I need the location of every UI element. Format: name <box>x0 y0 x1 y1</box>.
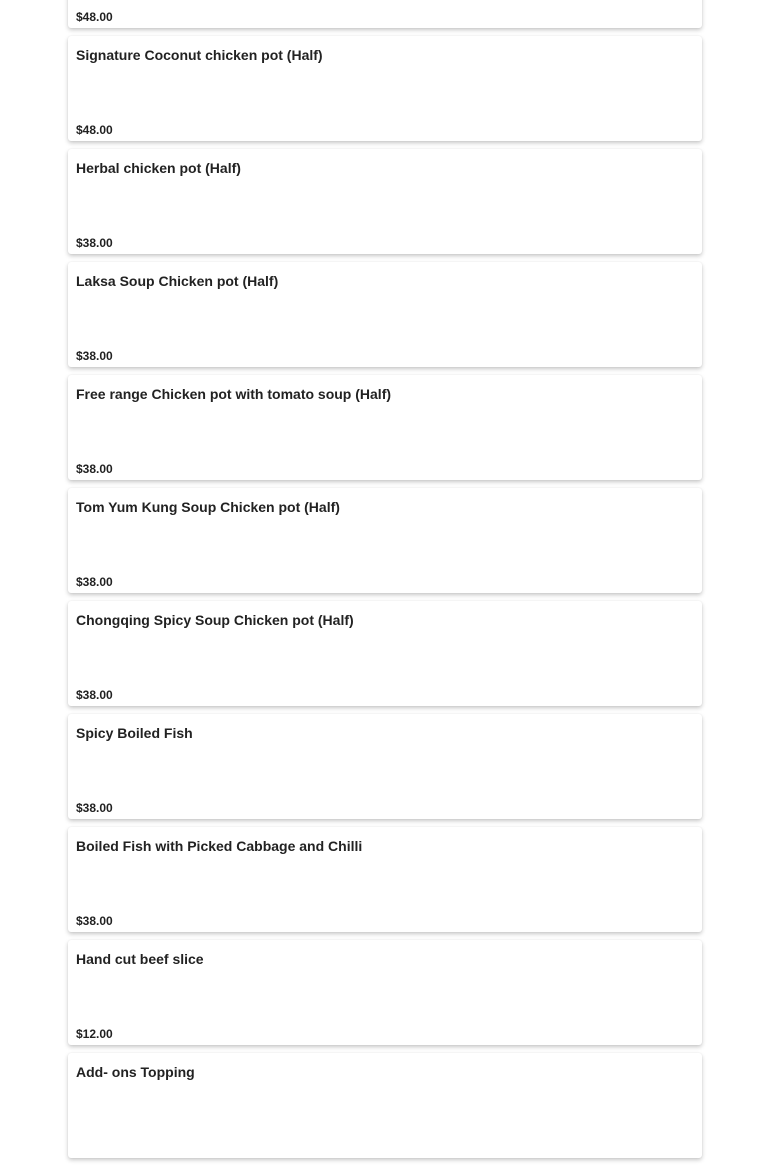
menu-item-price: $38.00 <box>76 914 113 928</box>
menu-item-price: $48.00 <box>76 123 113 137</box>
menu-item-name: Free range Chicken pot with tomato soup (Half) <box>76 386 392 402</box>
menu-item-price: $38.00 <box>76 801 113 815</box>
menu-item-list <box>68 0 702 1166</box>
menu-item-card[interactable] <box>68 940 702 1045</box>
menu-item-price: $38.00 <box>76 349 113 363</box>
menu-item-name: Laksa Soup Chicken pot (Half) <box>76 273 279 289</box>
menu-item-name: Tom Yum Kung Soup Chicken pot (Half) <box>76 499 340 515</box>
menu-item-card[interactable] <box>68 375 702 480</box>
menu-item-name: Spicy Boiled Fish <box>76 725 193 741</box>
menu-item-name: Boiled Fish with Picked Cabbage and Chilli <box>76 838 363 854</box>
menu-item-name: Hand cut beef slice <box>76 951 204 967</box>
menu-item-card[interactable] <box>68 36 702 141</box>
menu-item-name: Add- ons Topping <box>76 1064 195 1080</box>
menu-item-card[interactable] <box>68 0 702 28</box>
menu-item-card[interactable] <box>68 601 702 706</box>
menu-item-price: $12.00 <box>76 1027 113 1041</box>
menu-item-card[interactable] <box>68 714 702 819</box>
menu-item-price: $38.00 <box>76 688 113 702</box>
menu-item-card[interactable] <box>68 262 702 367</box>
menu-item-name: Herbal chicken pot (Half) <box>76 160 241 176</box>
menu-item-card[interactable] <box>68 149 702 254</box>
menu-item-card[interactable] <box>68 827 702 932</box>
menu-item-card[interactable] <box>68 488 702 593</box>
menu-item-price: $38.00 <box>76 575 113 589</box>
menu-item-name: Chongqing Spicy Soup Chicken pot (Half) <box>76 612 354 628</box>
menu-item-price: $38.00 <box>76 462 113 476</box>
menu-item-price: $38.00 <box>76 236 113 250</box>
menu-item-price: $48.00 <box>76 10 113 24</box>
menu-item-name: Signature Coconut chicken pot (Half) <box>76 47 323 63</box>
menu-item-card[interactable] <box>68 1053 702 1158</box>
